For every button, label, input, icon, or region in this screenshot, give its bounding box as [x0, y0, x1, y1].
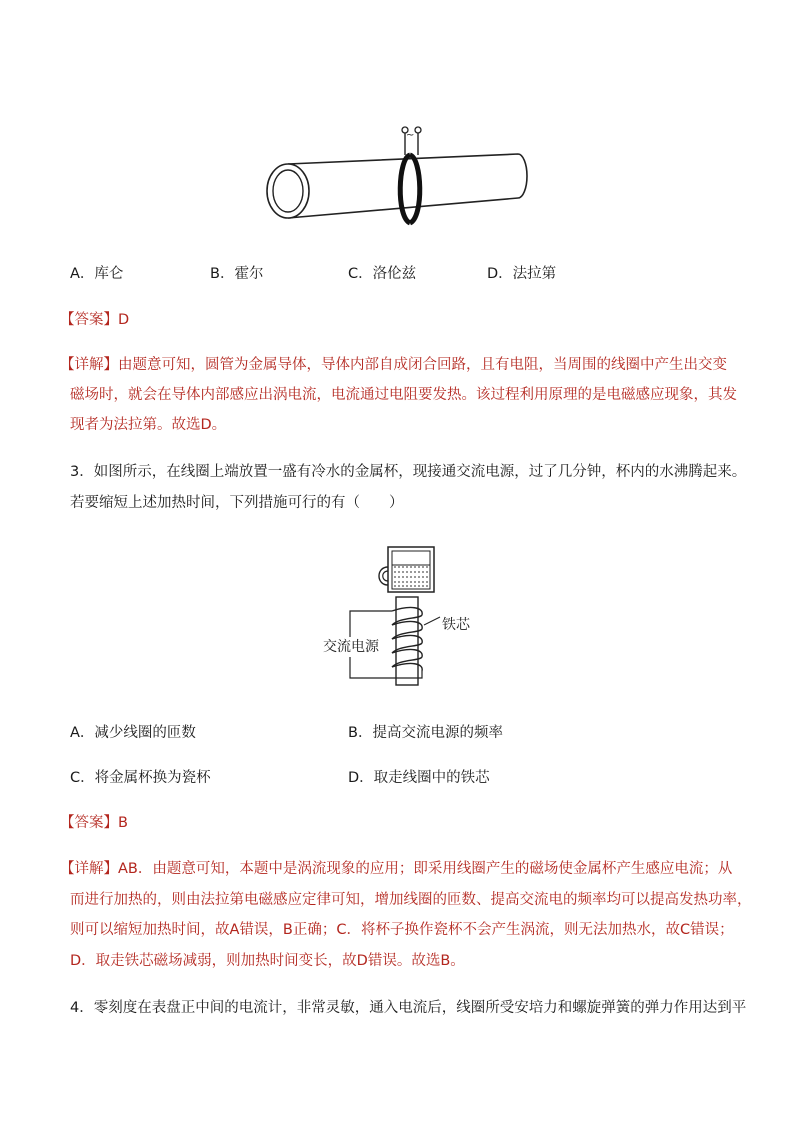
ac-source-label: 交流电源: [323, 639, 379, 655]
iron-core-label: 铁芯: [442, 617, 470, 633]
q4-stem-line-1: 4．零刻度在表盘正中间的电流计，非常灵敏，通入电流后，线圈所受安培力和螺旋弹簧的弹力作用达到平: [70, 1000, 747, 1016]
q3-option-a: A．减少线圈的匝数: [70, 725, 196, 741]
q3-option-d: D．取走线圈中的铁芯: [348, 770, 490, 786]
tube-coil-figure: [260, 122, 530, 234]
detail-text: 由题意可知，圆管为金属导体，导体内部自成闭合回路，且有电阻，当周围的线圈中产生出交变: [118, 357, 727, 373]
q3-option-c: C．将金属杯换为瓷杯: [70, 770, 211, 786]
q2-detail-line-1: [60, 355, 727, 375]
q2-option-c: C．洛伦兹: [348, 266, 417, 282]
q3-answer: [60, 813, 128, 833]
answer-tag: 【答案】: [60, 815, 118, 831]
q3-detail-line-4: D．取走铁芯磁场减弱，则加热时间变长，故D错误。故选B。: [70, 953, 465, 969]
answer-value: D: [118, 312, 130, 328]
detail-text: AB．由题意可知，本题中是涡流现象的应用；即采用线圈产生的磁场使金属杯产生感应电流；从: [118, 861, 733, 877]
q2-option-a: A．库仑: [70, 266, 124, 282]
q2-answer: [60, 310, 129, 330]
q2-detail-line-3: 现者为法拉第。故选D。: [70, 417, 227, 433]
q2-option-d: D．法拉第: [487, 266, 557, 282]
ac-symbol: ~: [406, 130, 415, 141]
q3-stem-line-2: 若要缩短上述加热时间，下列措施可行的有（ ）: [70, 495, 404, 511]
answer-value: B: [118, 815, 128, 831]
detail-tag: 【详解】: [60, 357, 118, 373]
q3-stem-line-1: 3．如图所示，在线圈上端放置一盛有冷水的金属杯，现接通交流电源，过了几分钟，杯内的水沸腾起来。: [70, 464, 747, 480]
q3-detail-line-3: 则可以缩短加热时间，故A错误，B正确；C．将杯子换作瓷杯不会产生涡流，则无法加热水，故C错误；: [70, 922, 734, 938]
q2-option-b: B．霍尔: [210, 266, 264, 282]
q3-detail-line-1: [60, 859, 732, 879]
q3-detail-line-2: 而进行加热的，则由法拉第电磁感应定律可知，增加线圈的匝数、提高交流电的频率均可以提高发热功率，: [70, 892, 752, 908]
q2-detail-line-2: 磁场时，就会在导体内部感应出涡电流，电流通过电阻要发热。该过程利用原理的是电磁感应现象，其发: [70, 387, 737, 403]
answer-tag: 【答案】: [60, 312, 118, 328]
q3-option-b: B．提高交流电源的频率: [348, 725, 503, 741]
detail-tag: 【详解】: [60, 861, 118, 877]
